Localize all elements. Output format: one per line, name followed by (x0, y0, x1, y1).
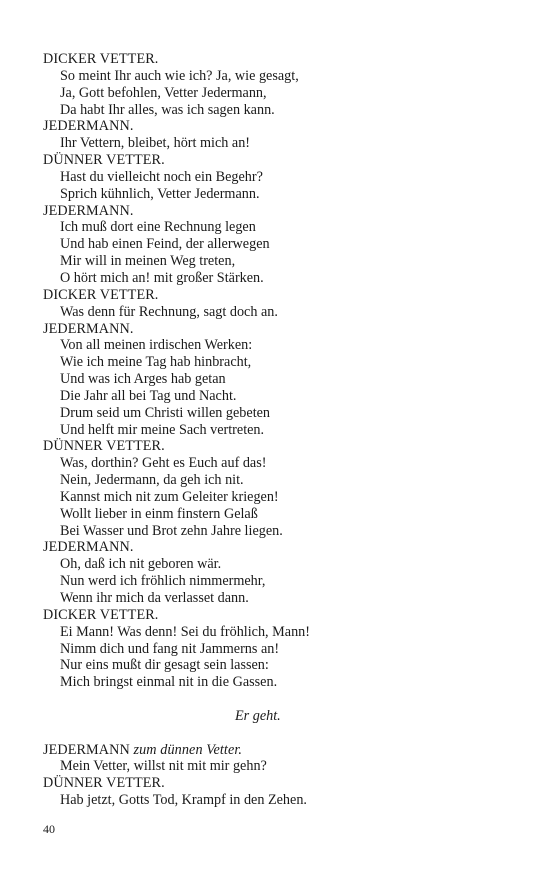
verse-line: Von all meinen irdischen Werken: (60, 337, 253, 354)
verse-line: Wie ich meine Tag hab hinbracht, (60, 354, 252, 371)
speaker-name: DÜNNER VETTER. (43, 438, 165, 455)
verse-line: Nur eins mußt dir gesagt sein lassen: (60, 657, 269, 674)
speaker-name: DICKER VETTER. (43, 606, 159, 623)
verse-line: Und hab einen Feind, der allerwegen (60, 236, 270, 253)
verse-line: Mir will in meinen Weg treten, (60, 253, 236, 270)
verse-line: Drum seid um Christi willen gebeten (60, 404, 271, 421)
speaker-name: JEDERMANN. (43, 202, 134, 219)
verse-line: Ihr Vettern, bleibet, hört mich an! (60, 135, 251, 152)
verse-line: Mich bringst einmal nit in die Gassen. (60, 674, 278, 691)
speaker-name: DICKER VETTER. (43, 286, 159, 303)
verse-line: Da habt Ihr alles, was ich sagen kann. (60, 101, 275, 118)
verse-line: Mein Vetter, willst nit mit mir gehn? (60, 758, 267, 775)
speaker-name: DÜNNER VETTER. (43, 152, 165, 169)
verse-line: O hört mich an! mit großer Stärken. (60, 269, 264, 286)
verse-line: Und helft mir meine Sach vertreten. (60, 421, 265, 438)
speaker-name: JEDERMANN. (43, 539, 134, 556)
blank-line (43, 725, 513, 742)
verse-line: Ei Mann! Was denn! Sei du fröhlich, Mann! (60, 623, 310, 640)
verse-line: Die Jahr all bei Tag und Nacht. (60, 387, 237, 404)
verse-line: Und was ich Arges hab getan (60, 371, 226, 388)
verse-line: Nun werd ich fröhlich nimmermehr, (60, 573, 266, 590)
speaker-name: JEDERMANN (43, 741, 130, 758)
verse-line: Nein, Jedermann, da geh ich nit. (60, 472, 244, 489)
blank-line (43, 691, 513, 708)
verse-line: Wenn ihr mich da verlasset dann. (60, 590, 249, 606)
verse-line: Was, dorthin? Geht es Euch auf das! (60, 455, 267, 472)
verse-line: Ja, Gott befohlen, Vetter Jedermann, (60, 84, 267, 101)
verse-line: Wollt lieber in einm finstern Gelaß (60, 505, 258, 522)
page-number: 40 (43, 822, 55, 836)
verse-line: Hast du vielleicht noch ein Begehr? (60, 168, 263, 185)
speaker-name: DICKER VETTER. (43, 51, 159, 67)
verse-line: Oh, daß ich nit geboren wär. (60, 556, 222, 573)
speaker-name: DÜNNER VETTER. (43, 775, 165, 792)
verse-line: Hab jetzt, Gotts Tod, Krampf in den Zehen. (60, 792, 307, 809)
verse-line: Kannst mich nit zum Geleiter kriegen! (60, 488, 279, 505)
verse-line: Bei Wasser und Brot zehn Jahre liegen. (60, 522, 283, 539)
verse-line: Ich muß dort eine Rechnung legen (60, 219, 256, 236)
stage-direction: Er geht. (235, 707, 281, 724)
verse-line: Sprich kühnlich, Vetter Jedermann. (60, 185, 260, 202)
verse-line: Nimm dich und fang nit Jammerns an! (60, 640, 280, 657)
speaker-with-direction (43, 742, 513, 759)
stage-direction: zum dünnen Vetter. (129, 741, 243, 758)
page-text (43, 51, 513, 809)
verse-line: So meint Ihr auch wie ich? Ja, wie gesagt, (60, 67, 299, 84)
speaker-name: JEDERMANN. (43, 320, 134, 337)
verse-line: Was denn für Rechnung, sagt doch an. (60, 303, 278, 320)
speaker-name: JEDERMANN. (43, 118, 134, 135)
